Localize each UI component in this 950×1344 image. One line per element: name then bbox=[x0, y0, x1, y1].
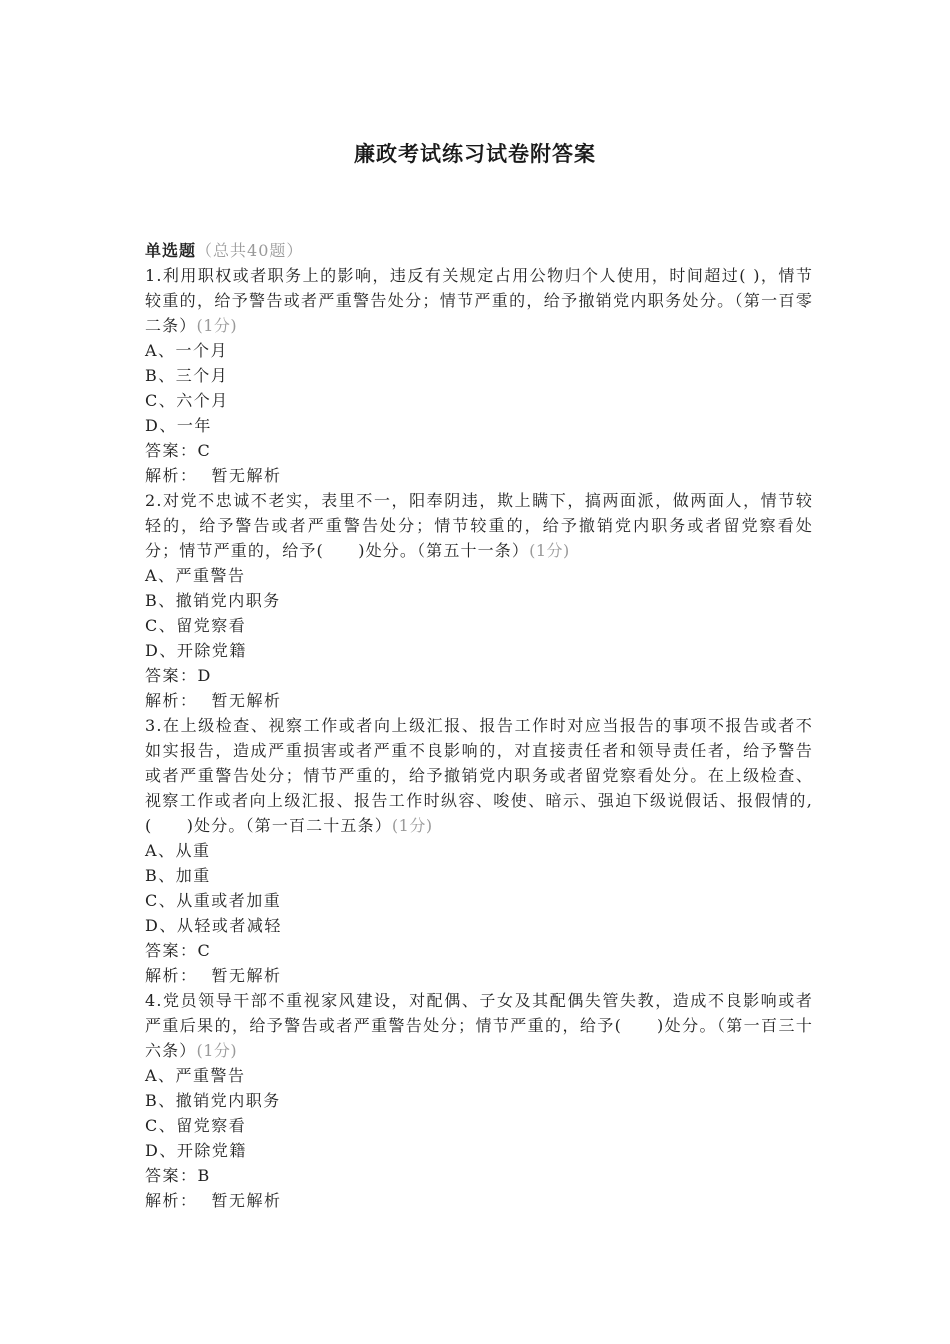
option-a: A、从重 bbox=[145, 841, 211, 860]
question-body: 4.党员领导干部不重视家风建设，对配偶、子女及其配偶失管失教，造成不良影响或者严重后果的，给予警告或者严重警告处分；情节严重的，给予( )处分。（第一百三十六条） bbox=[145, 991, 813, 1060]
analysis-label: 解析： bbox=[145, 466, 198, 485]
question-score: (1分) bbox=[529, 541, 570, 560]
option-c: C、从重或者加重 bbox=[145, 891, 282, 910]
question-block bbox=[145, 263, 813, 488]
option-b: B、撤销党内职务 bbox=[145, 591, 281, 610]
analysis-text: 暂无解析 bbox=[211, 691, 282, 710]
option-c: C、留党察看 bbox=[145, 1116, 247, 1135]
option-a: A、严重警告 bbox=[145, 566, 246, 585]
option-b: B、加重 bbox=[145, 866, 211, 885]
question-body: 2.对党不忠诚不老实，表里不一，阳奉阴违，欺上瞒下，搞两面派，做两面人，情节较轻的，给予警告或者严重警告处分；情节较重的，给予撤销党内职务或者留党察看处分；情节严重的，给予( )处分。（第五十一条） bbox=[145, 491, 813, 560]
analysis-label: 解析： bbox=[145, 1191, 198, 1210]
analysis-label: 解析： bbox=[145, 966, 198, 985]
question-text bbox=[145, 988, 813, 1063]
option-a: A、一个月 bbox=[145, 341, 229, 360]
option-c: C、留党察看 bbox=[145, 616, 247, 635]
option-d: D、开除党籍 bbox=[145, 1141, 247, 1160]
question-body: 1.利用职权或者职务上的影响，违反有关规定占用公物归个人使用，时间超过( )，情节较重的，给予警告或者严重警告处分；情节严重的，给予撤销党内职务处分。（第一百零二条） bbox=[145, 266, 813, 335]
answer: 答案：C bbox=[145, 941, 212, 960]
question-text bbox=[145, 263, 813, 338]
option-b: B、撤销党内职务 bbox=[145, 1091, 281, 1110]
question-block bbox=[145, 713, 813, 988]
document-title: 廉政考试练习试卷附答案 bbox=[354, 141, 596, 166]
question-text bbox=[145, 713, 813, 838]
question-score: (1分) bbox=[196, 1041, 238, 1060]
answer: 答案：C bbox=[145, 441, 212, 460]
analysis-text: 暂无解析 bbox=[211, 466, 282, 485]
option-a: A、严重警告 bbox=[145, 1066, 246, 1085]
analysis bbox=[145, 1188, 813, 1213]
analysis-text: 暂无解析 bbox=[211, 966, 282, 985]
analysis bbox=[145, 688, 813, 713]
section-heading bbox=[145, 238, 813, 263]
answer: 答案：B bbox=[145, 1166, 211, 1185]
analysis-text: 暂无解析 bbox=[211, 1191, 282, 1210]
analysis-label: 解析： bbox=[145, 691, 198, 710]
question-score: (1分) bbox=[391, 816, 433, 835]
section-count: （总共40题） bbox=[196, 241, 304, 260]
question-score: (1分) bbox=[196, 316, 238, 335]
option-d: D、从轻或者减轻 bbox=[145, 916, 282, 935]
section-label: 单选题 bbox=[145, 241, 197, 260]
option-d: D、一年 bbox=[145, 416, 212, 435]
analysis bbox=[145, 463, 813, 488]
question-block bbox=[145, 988, 813, 1213]
question-block bbox=[145, 488, 813, 713]
option-d: D、开除党籍 bbox=[145, 641, 247, 660]
option-c: C、六个月 bbox=[145, 391, 229, 410]
option-b: B、三个月 bbox=[145, 366, 229, 385]
question-text bbox=[145, 488, 813, 563]
answer: 答案：D bbox=[145, 666, 212, 685]
question-list bbox=[145, 238, 813, 1213]
question-body: 3.在上级检查、视察工作或者向上级汇报、报告工作时对应当报告的事项不报告或者不如实报告，造成严重损害或者严重不良影响的，对直接责任者和领导责任者，给予警告或者严重警告处分；情节严重的，给予撤销党内职务或者留党察看处分。在上级检查、视察工作或者向上级汇报、报告工作时纵容、唆使、暗示、强迫下级说假话、报假情的,( )处分。（第一百二十五条） bbox=[145, 716, 813, 835]
analysis bbox=[145, 963, 813, 988]
